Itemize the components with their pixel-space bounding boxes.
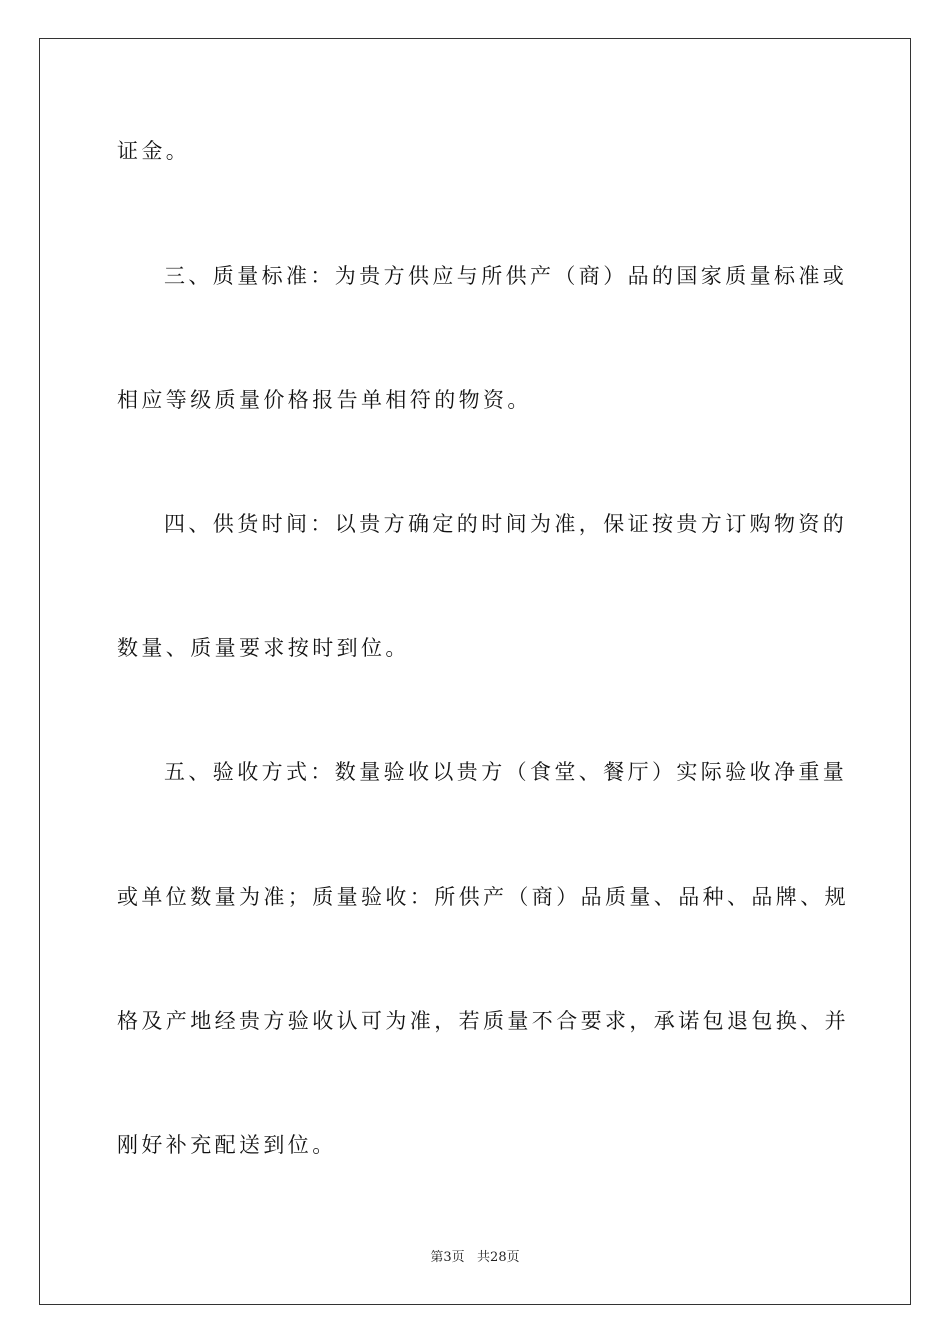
text-line-2: 三、质量标准：为贵方供应与所供产（商）品的国家质量标准或 (164, 264, 848, 288)
text-line-7: 或单位数量为准；质量验收：所供产（商）品质量、品种、品牌、规 (117, 885, 849, 909)
text-line-1: 证金。 (117, 139, 191, 163)
text-line-4: 四、供货时间：以贵方确定的时间为准，保证按贵方订购物资的 (164, 512, 848, 536)
page-number-footer: 第3页 共28页 (430, 1250, 520, 1265)
text-line-6: 五、验收方式：数量验收以贵方（食堂、餐厅）实际验收净重量 (164, 760, 848, 784)
text-line-5: 数量、质量要求按时到位。 (117, 636, 410, 660)
text-line-8: 格及产地经贵方验收认可为准，若质量不合要求，承诺包退包换、并 (117, 1009, 849, 1033)
text-line-9: 刚好补充配送到位。 (117, 1133, 337, 1157)
text-line-3: 相应等级质量价格报告单相符的物资。 (117, 388, 532, 412)
page-border (39, 38, 911, 1305)
